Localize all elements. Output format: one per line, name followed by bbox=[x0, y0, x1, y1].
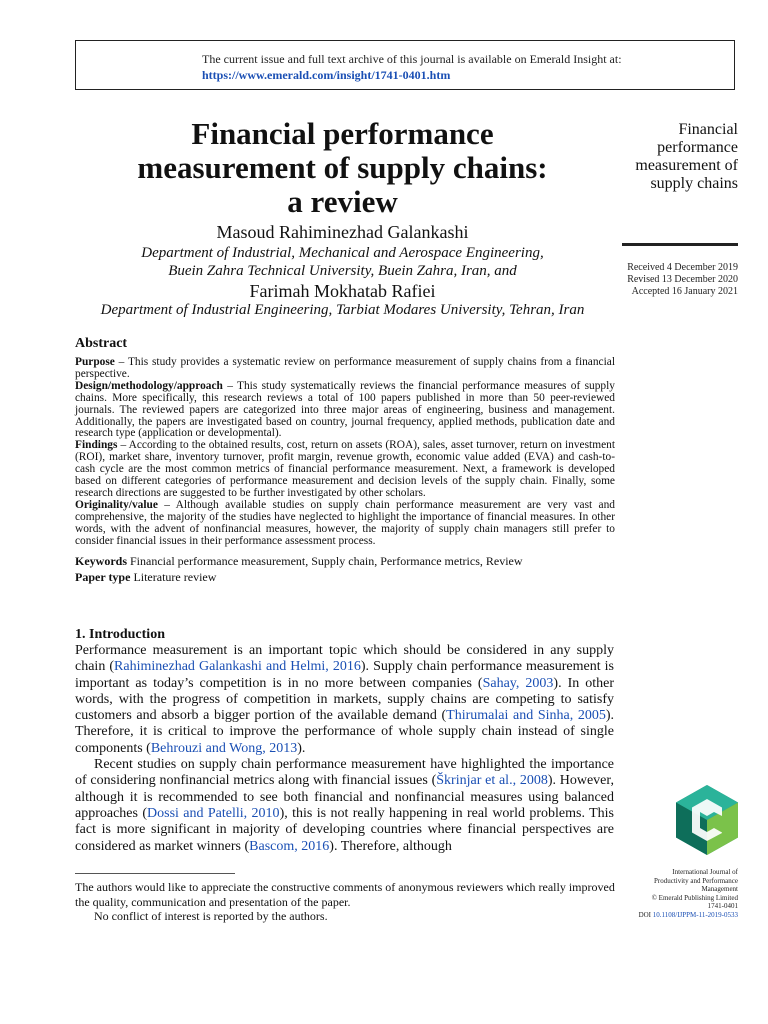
p2-text-a: Recent studies on supply chain performance measurement have highlighted the importance of considering nonfinancial metrics along with financial issues ( bbox=[75, 757, 614, 789]
abstract-heading: Abstract bbox=[75, 336, 128, 351]
running-title-line-1: Financial bbox=[678, 121, 738, 138]
findings-label: Findings bbox=[75, 439, 118, 452]
introduction-section bbox=[75, 626, 614, 855]
citation-link[interactable]: Dossi and Patelli, 2010 bbox=[147, 805, 280, 821]
journal-name-line-1: International Journal of bbox=[672, 868, 738, 876]
paper-type-label: Paper type bbox=[75, 569, 131, 584]
title-line-3: a review bbox=[287, 184, 398, 219]
originality-text: – Although available studies on supply chain performance measurement are very vast and comprehensive, the majority of the studies have neglected to highlight the importance of financial measures. In other words, with the advent of nonfinancial measures, however, the majority of supply chain managers still prefer to consider financial issues in their performance assessment process. bbox=[75, 498, 615, 547]
paper-type bbox=[75, 569, 615, 585]
p1-text-c: ). In other words, with the progress of competition in markets, supply chains are competing to satisfy customers and absorb a bigger portion of the available demand ( bbox=[75, 675, 614, 724]
p1-text-d: ). Therefore, it is critical to improve the performance of whole supply chain instead of single components ( bbox=[75, 708, 614, 756]
right-column-rule bbox=[622, 243, 738, 246]
journal-name-line-3: Management bbox=[701, 885, 738, 894]
doi-label: DOI bbox=[638, 910, 653, 919]
p2-text-b: ). However, although it is recommended to see both financial and nonfinancial measures using balanced approaches ( bbox=[75, 773, 614, 821]
keywords-text: Financial performance measurement, Supply chain, Performance metrics, Review bbox=[127, 553, 523, 568]
design-label: Design/methodology/approach bbox=[75, 379, 223, 392]
p2-text-d: ). Therefore, although bbox=[329, 838, 452, 854]
access-notice-text: The current issue and full text archive of this journal is available on Emerald Insight at: bbox=[202, 52, 622, 66]
abstract bbox=[75, 336, 615, 585]
abstract-originality bbox=[75, 500, 615, 548]
footnote-rule bbox=[75, 873, 235, 874]
journal-name-line-2: Productivity and Performance bbox=[654, 876, 738, 885]
title-line-1: Financial performance bbox=[191, 116, 494, 151]
purpose-text: – This study provides a systematic review on performance measurement of supply chains from a financial perspective. bbox=[75, 356, 615, 380]
conflict-statement: No conflict of interest is reported by the authors. bbox=[94, 909, 328, 923]
issn: 1741-0401 bbox=[707, 902, 738, 911]
publication-dates bbox=[600, 262, 738, 298]
running-title-line-2: performance bbox=[657, 139, 738, 156]
paper-type-text: Literature review bbox=[130, 569, 217, 584]
journal-logo-icon bbox=[676, 785, 738, 855]
p1-text-e: ). bbox=[297, 740, 306, 756]
abstract-design bbox=[75, 381, 615, 441]
citation-link[interactable]: Bascom, 2016 bbox=[249, 838, 330, 854]
originality-label: Originality/value bbox=[75, 498, 158, 511]
citation-link[interactable]: Škrinjar et al., 2008 bbox=[436, 773, 548, 789]
running-title bbox=[612, 121, 738, 193]
copyright: © Emerald Publishing Limited bbox=[651, 893, 738, 902]
p1-text-b: ). Supply chain performance measurement is important as today’s competition is in no more between companies ( bbox=[75, 659, 615, 691]
doi-link[interactable]: 10.1108/IJPPM-11-2019-0533 bbox=[652, 910, 738, 919]
introduction-paragraph-1 bbox=[75, 643, 614, 757]
journal-info bbox=[612, 868, 738, 920]
access-notice bbox=[202, 51, 722, 83]
affiliation-2: Department of Industrial Engineering, Tarbiat Modares University, Tehran, Iran bbox=[100, 302, 585, 318]
abstract-findings bbox=[75, 440, 615, 500]
introduction-paragraph-2 bbox=[75, 757, 614, 855]
revised-date: Revised 13 December 2020 bbox=[627, 274, 738, 285]
citation-link[interactable]: Thirumalai and Sinha, 2005 bbox=[446, 708, 606, 724]
abstract-purpose bbox=[75, 357, 615, 381]
p1-text-a: Performance measurement is an important topic which should be considered in any supply chain ( bbox=[75, 643, 614, 675]
purpose-label: Purpose bbox=[75, 356, 115, 368]
received-date: Received 4 December 2019 bbox=[627, 262, 738, 273]
keywords bbox=[75, 553, 615, 569]
accepted-date: Accepted 16 January 2021 bbox=[631, 286, 738, 297]
paper-title bbox=[85, 117, 600, 219]
affiliation-1-line-1: Department of Industrial, Mechanical and Aerospace Engineering, bbox=[141, 245, 544, 261]
running-title-line-3: measurement of bbox=[635, 157, 738, 174]
p2-text-c: ), this is not really happening in real world problems. This fact is more significant in majority of developing countries where financial perspectives are considered as market winners ( bbox=[75, 805, 614, 854]
author-1: Masoud Rahiminezhad Galankashi bbox=[216, 222, 469, 242]
title-line-2: measurement of supply chains: bbox=[137, 150, 548, 185]
author-2: Farimah Mokhatab Rafiei bbox=[249, 281, 436, 301]
acknowledgement: The authors would like to appreciate the constructive comments of anonymous reviewers which really improved the quality, communication and presentation of the paper. bbox=[75, 880, 615, 909]
findings-text: – According to the obtained results, cost, return on assets (ROA), sales, asset turnover, return on investment (ROI), market share, inventory turnover, profit margin, revenue growth, economic value added (EVA) and cash-to-cash cycle are the most common metrics of financial performance measurement. Next, a framework is developed based on different categories of performance measurement and decision levels of the supply chain. Finally, some research directions are suggested to be further investigated by other scholars. bbox=[75, 439, 615, 499]
access-box bbox=[75, 40, 735, 90]
journal-archive-link[interactable]: https://www.emerald.com/insight/1741-0401.htm bbox=[202, 68, 451, 82]
citation-link[interactable]: Behrouzi and Wong, 2013 bbox=[150, 740, 298, 756]
introduction-heading: 1. Introduction bbox=[75, 627, 165, 642]
footnote bbox=[75, 880, 615, 924]
affiliation-1-line-2: Buein Zahra Technical University, Buein Zahra, Iran, and bbox=[168, 263, 517, 279]
design-text: – This study systematically reviews the financial performance measures of supply chains. More specifically, this research reviews a total of 100 papers published in more than 50 peer-reviewed journals. The reviewed papers are categorized into three major areas of engineering, business and management. Additionally, the papers are investigated based on country, journal frequency, applied methods, publication date and research type (application or developmental). bbox=[75, 379, 615, 440]
citation-link[interactable]: Rahiminezhad Galankashi and Helmi, 2016 bbox=[114, 659, 361, 675]
keywords-label: Keywords bbox=[75, 553, 127, 568]
running-title-line-4: supply chains bbox=[650, 175, 738, 192]
citation-link[interactable]: Sahay, 2003 bbox=[482, 675, 554, 691]
doi-line bbox=[612, 911, 738, 920]
